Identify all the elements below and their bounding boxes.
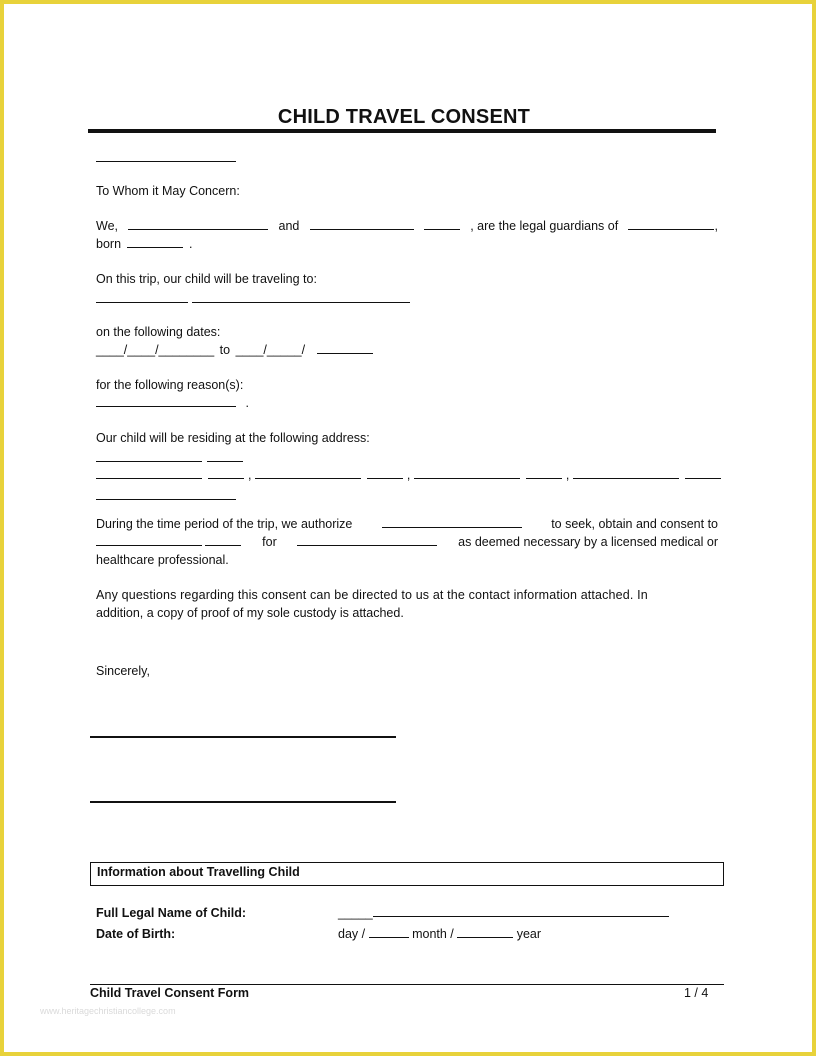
start-date-pattern[interactable]: ____/____/________ bbox=[96, 343, 215, 357]
dob-label: Date of Birth: bbox=[96, 927, 176, 941]
info-section-header bbox=[90, 862, 724, 886]
closing: Sincerely, bbox=[96, 664, 150, 678]
reason-period: . bbox=[245, 396, 249, 410]
title-underline bbox=[88, 129, 716, 133]
address-blank[interactable] bbox=[96, 461, 202, 462]
date-blank[interactable] bbox=[96, 161, 236, 162]
address-comma: , bbox=[565, 468, 570, 482]
dob-field[interactable] bbox=[338, 925, 541, 943]
born-label: born bbox=[96, 237, 122, 251]
address-blank[interactable] bbox=[573, 466, 679, 479]
reason-label: for the following reason(s): bbox=[96, 378, 244, 392]
footer-title: Child Travel Consent Form bbox=[90, 986, 250, 1000]
authorized-blank-2[interactable] bbox=[96, 533, 202, 546]
authorization-line-2 bbox=[96, 533, 718, 551]
address-blank[interactable] bbox=[96, 499, 236, 500]
guardians-line bbox=[96, 217, 718, 235]
for-label: for bbox=[262, 535, 277, 549]
guardian-1-blank[interactable] bbox=[128, 217, 268, 230]
authorized-blank-3[interactable] bbox=[205, 533, 241, 546]
comma: , bbox=[714, 219, 718, 233]
address-comma: , bbox=[406, 468, 411, 482]
dob-month-blank[interactable] bbox=[369, 925, 409, 938]
end-year-blank[interactable] bbox=[317, 341, 373, 354]
reason-blank[interactable] bbox=[96, 394, 236, 407]
address-blank[interactable] bbox=[526, 466, 562, 479]
dates-label: on the following dates: bbox=[96, 325, 221, 339]
end-date-pattern[interactable]: ____/_____/ bbox=[235, 343, 306, 357]
address-blank[interactable] bbox=[414, 466, 520, 479]
footer-rule bbox=[90, 984, 724, 985]
dates-line[interactable] bbox=[96, 341, 373, 359]
dob-month-label: month / bbox=[412, 927, 454, 941]
page-number: 1 / 4 bbox=[684, 986, 709, 1000]
address-blank[interactable] bbox=[207, 461, 243, 462]
to-label: to bbox=[219, 343, 231, 357]
seek-consent-text: to seek, obtain and consent to bbox=[551, 517, 718, 531]
authorize-text: During the time period of the trip, we authorize bbox=[96, 517, 353, 531]
authorization-line-1 bbox=[96, 515, 718, 533]
address-label: Our child will be residing at the following address: bbox=[96, 431, 370, 445]
child-for-blank[interactable] bbox=[297, 533, 437, 546]
reason-line bbox=[96, 394, 249, 412]
address-blank[interactable] bbox=[208, 466, 244, 479]
salutation: To Whom it May Concern: bbox=[96, 184, 240, 198]
address-blank[interactable] bbox=[685, 466, 721, 479]
address-comma: , bbox=[247, 468, 252, 482]
watermark: www.heritagechristiancollege.com bbox=[40, 1006, 176, 1016]
and-label: and bbox=[278, 219, 300, 233]
destination-label: On this trip, our child will be traveling to: bbox=[96, 272, 317, 286]
info-section-title: Information about Travelling Child bbox=[97, 865, 300, 879]
born-line bbox=[96, 235, 192, 253]
full-name-prefix: _____ bbox=[338, 906, 373, 920]
full-name-blank[interactable] bbox=[373, 904, 669, 917]
dob-year-blank[interactable] bbox=[457, 925, 513, 938]
guardian-2-blank[interactable] bbox=[310, 217, 414, 230]
signature-line-1[interactable] bbox=[90, 736, 396, 738]
document-title: CHILD TRAVEL CONSENT bbox=[277, 106, 531, 128]
born-blank[interactable] bbox=[127, 235, 183, 248]
guardian-2b-blank[interactable] bbox=[424, 217, 460, 230]
address-blank[interactable] bbox=[367, 466, 403, 479]
deemed-necessary-text: as deemed necessary by a licensed medical or bbox=[458, 535, 718, 549]
address-blank[interactable] bbox=[255, 466, 361, 479]
we-label: We, bbox=[96, 219, 118, 233]
destination-blank-1[interactable] bbox=[96, 302, 188, 303]
destination-blank-2[interactable] bbox=[192, 302, 410, 303]
period: . bbox=[189, 237, 193, 251]
signature-line-2[interactable] bbox=[90, 801, 396, 803]
questions-line-2: addition, a copy of proof of my sole custody is attached. bbox=[96, 606, 404, 620]
dob-year-label: year bbox=[516, 927, 542, 941]
questions-line-1: Any questions regarding this consent can be directed to us at the contact information attached. In bbox=[96, 588, 648, 602]
address-line-2 bbox=[96, 466, 721, 484]
address-blank[interactable] bbox=[96, 466, 202, 479]
full-name-label: Full Legal Name of Child: bbox=[96, 906, 247, 920]
full-name-field[interactable] bbox=[338, 904, 669, 922]
dob-day-label: day / bbox=[338, 927, 366, 941]
legal-guardians-label: , are the legal guardians of bbox=[470, 219, 619, 233]
child-name-blank[interactable] bbox=[628, 217, 714, 230]
authorized-person-blank[interactable] bbox=[382, 515, 522, 528]
authorization-line-3: healthcare professional. bbox=[96, 553, 229, 567]
